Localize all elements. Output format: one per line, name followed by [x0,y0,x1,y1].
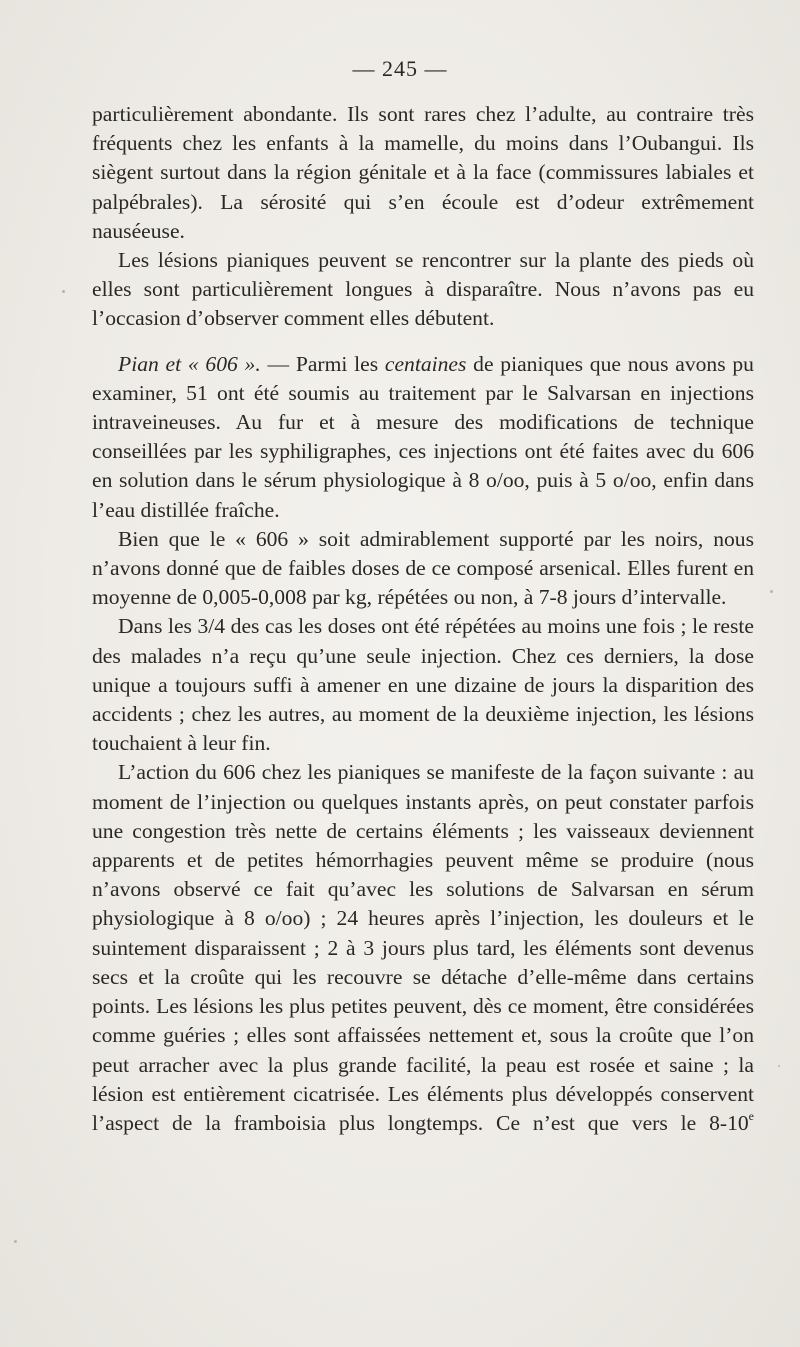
paper-speck [778,1065,780,1067]
section-paragraph [92,350,754,525]
paragraph: particulièrement abondante. Ils sont rares chez l’adulte, au contraire très fréquents chez les enfants à la mamelle, du moins dans l’Oubangui. Ils siègent surtout dans la région génitale et à la face (commissures labiales et palpébrales). La sérosité qui s’en écoule est d’odeur extrêmement nauséeuse. [92,102,754,243]
paragraph-text: de pianiques que nous avons pu examiner, 51 ont été soumis au traitement par le Salvarsan en injections intraveineuses. Au fur et à mesure des modifications de technique conseillées par les syphiligraphes, ces injections ont été faites avec du 606 en solution dans le sérum physiologique à 8 o/oo, puis à 5 o/oo, enfin dans l’eau distillée fraîche. [92,351,754,522]
section-heading: Pian et « 606 ». [118,351,261,376]
paper-speck [14,1240,17,1243]
paragraph: Dans les 3/4 des cas les doses ont été répétées au moins une fois ; le reste des malades n’a reçu qu’une seule injection. Chez ces derniers, la dose unique a toujours suffi à amener en une dizaine de jours la disparition des accidents ; chez les autres, au moment de la deuxième injection, les lésions touchaient à leur fin. [92,614,754,756]
paragraph-text: L’action du 606 chez les pianiques se manifeste de la façon suivante : au moment de l’injection ou quelques instants après, on peut constater parfois une congestion très nette de certains éléments ; les vaisseaux deviennent apparents et de petites hémorrhagies peuvent même se produire (nous n’avons observé ce fait qu’avec les solutions de Salvarsan en sérum physiologique à 8 o/oo) ; 24 heures après l’injection, les douleurs et le suintement disparaissent ; 2 à 3 jours plus tard, les éléments sont devenus secs et la croûte qui les recouvre se détache d’elle-même dans certains points. Les lésions les plus petites peuvent, dès ce moment, être considérées comme guéries ; elles sont affaissées nettement et, sous la croûte que l’on peut arracher avec la plus grande facilité, la peau est rosée et saine ; la lésion est entièrement cicatrisée. Les éléments plus développés conservent l’aspect de la framboisia plus longtemps. Ce n’est que vers le 8-10 [92,760,754,1135]
paragraph-text: — Parmi les [260,351,385,376]
paper-speck [770,590,773,593]
body-text [92,100,754,1138]
paragraph [92,758,754,1138]
emphasis-text: centaines [384,351,467,376]
superscript: e [748,1108,754,1123]
page-number: — 245 — [352,56,448,81]
paragraph: Bien que le « 606 » soit admirablement supporté par les noirs, nous n’avons donné que de faibles doses de ce composé arsenical. Elles furent en moyenne de 0,005-0,008 par kg, répétées ou non, à 7-8 jours d’intervalle. [92,526,754,610]
paragraph: Les lésions pianiques peuvent se rencontrer sur la plante des pieds où elles sont particulièrement longues à disparaître. Nous n’avons pas eu l’occasion d’observer comment elles débutent. [92,248,754,331]
paper-speck [62,290,65,293]
